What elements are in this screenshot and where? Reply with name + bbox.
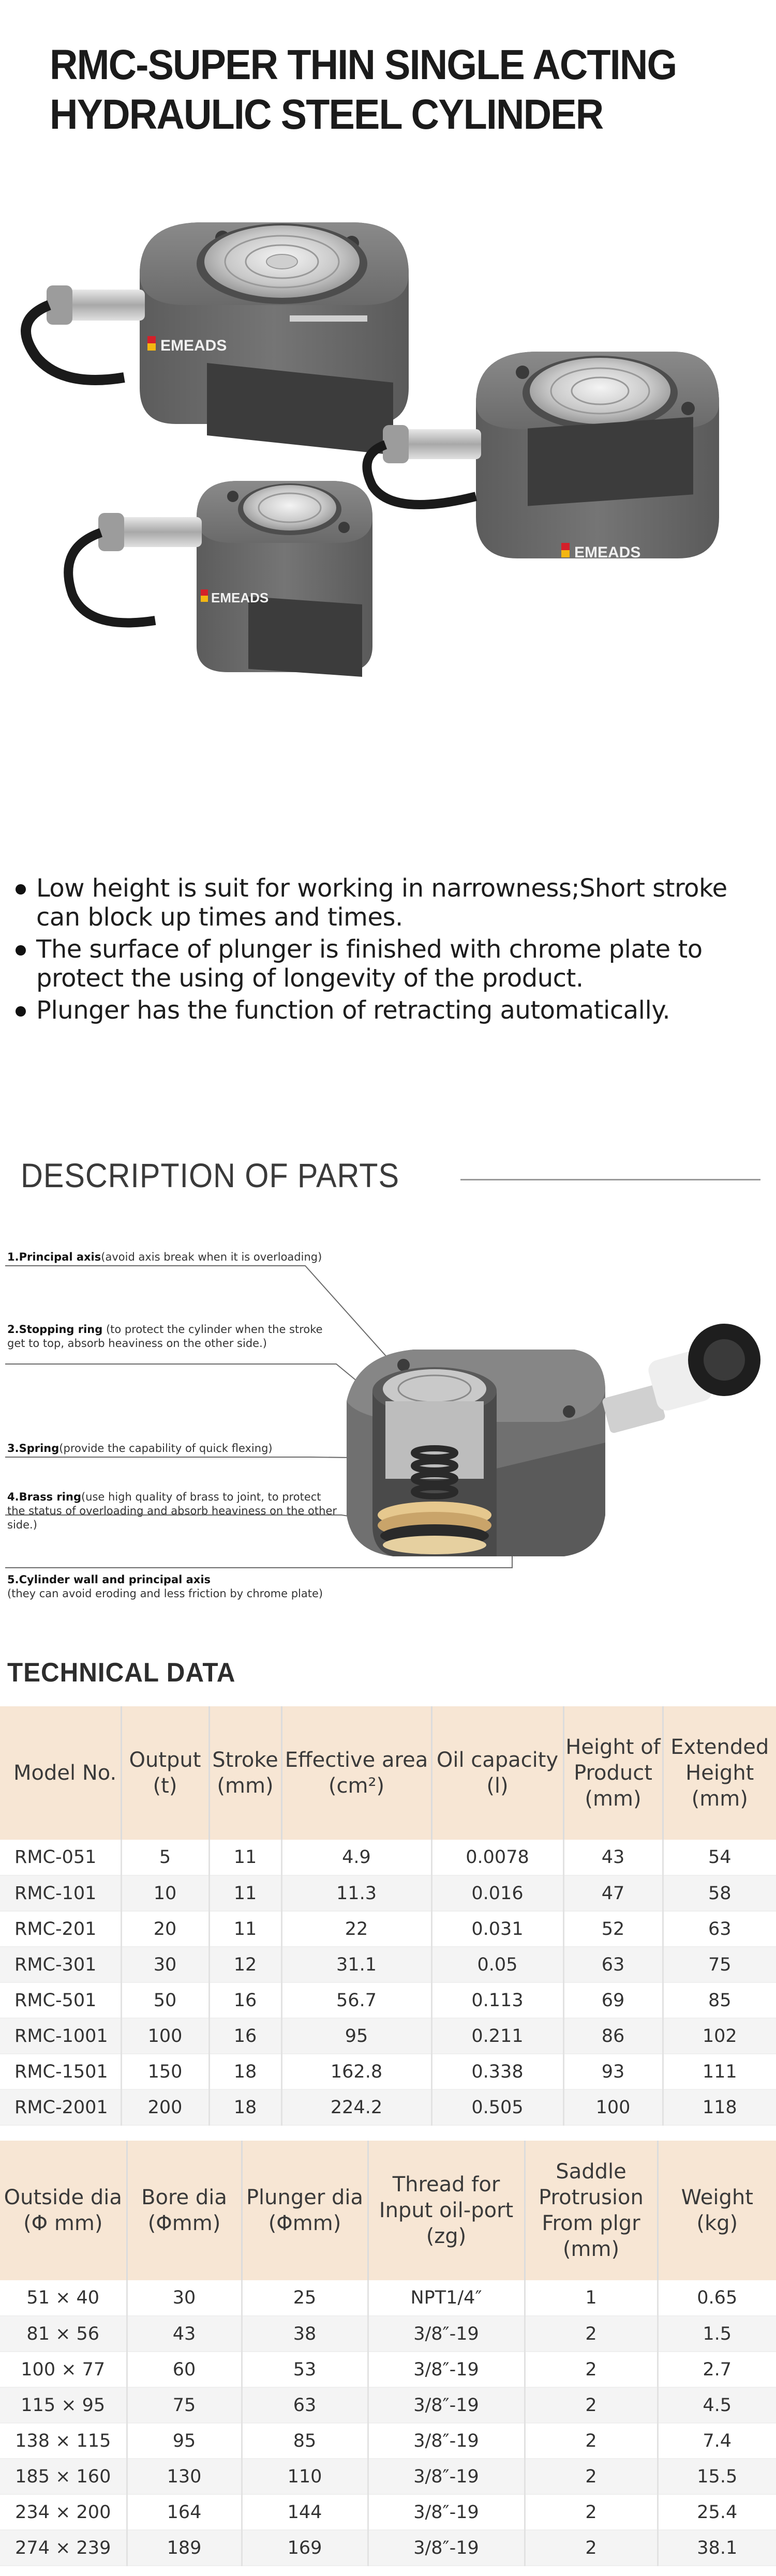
table-cell: 100	[563, 2089, 663, 2125]
table-cell: 3/8″-19	[368, 2352, 525, 2387]
table-row	[0, 1840, 776, 1875]
brand-logo-medium: EMEADS	[574, 544, 641, 561]
table-cell: 2	[525, 2352, 658, 2387]
table-cell: 52	[563, 1911, 663, 1947]
feature-list	[11, 874, 767, 1028]
table-cell: 11	[209, 1840, 281, 1875]
table-row	[0, 2530, 776, 2566]
part-label-principal-axis: 1.Principal axis(avoid axis break when it is overloading)	[7, 1251, 322, 1263]
table-cell: 18	[209, 2054, 281, 2089]
cylinder-cutaway	[347, 1350, 605, 1556]
table-cell: 3/8″-19	[368, 2530, 525, 2566]
table-cell: 1	[525, 2280, 658, 2316]
table-cell: 11	[209, 1911, 281, 1947]
table-cell: 200	[121, 2089, 209, 2125]
title-line-2: HYDRAULIC STEEL CYLINDER	[50, 91, 603, 138]
table-cell: RMC-1501	[0, 2054, 121, 2089]
heading-divider	[460, 1179, 760, 1180]
table-cell: 144	[242, 2494, 368, 2530]
table-cell: 0.65	[658, 2280, 776, 2316]
table-cell: 16	[209, 1982, 281, 2018]
feature-item: Plunger has the function of retracting automatically.	[11, 996, 767, 1025]
table-cell: 169	[242, 2530, 368, 2566]
cylinder-large	[26, 222, 409, 455]
technical-data-heading: TECHNICAL DATA	[7, 1658, 236, 1688]
part-label-brass-ring: 4.Brass ring(use high quality of brass to joint, to protect the status of overloading and absorb heaviness on the other side.)	[7, 1491, 337, 1531]
col-header: Saddle Protrusion From plgr (mm)	[525, 2141, 658, 2280]
table-row	[0, 2459, 776, 2494]
col-header: Stroke (mm)	[209, 1706, 281, 1840]
table-row	[0, 1982, 776, 2018]
table-row	[0, 2423, 776, 2459]
table-cell: 53	[242, 2352, 368, 2387]
table-cell: 115 × 95	[0, 2387, 127, 2423]
table-cell: 85	[242, 2423, 368, 2459]
table-cell: 38.1	[658, 2530, 776, 2566]
cylinder-small	[68, 481, 372, 677]
table-cell: 185 × 160	[0, 2459, 127, 2494]
table-row	[0, 2387, 776, 2423]
table-cell: RMC-301	[0, 1947, 121, 1982]
table-cell: 2	[525, 2316, 658, 2352]
title-line-1: RMC-SUPER THIN SINGLE ACTING	[50, 41, 677, 88]
table-cell: 50	[121, 1982, 209, 2018]
table-cell: RMC-501	[0, 1982, 121, 2018]
table-row	[0, 2018, 776, 2054]
table-header-row	[0, 1706, 776, 1840]
product-photo	[0, 186, 776, 734]
description-heading: DESCRIPTION OF PARTS	[21, 1156, 399, 1194]
table-cell: 2	[525, 2459, 658, 2494]
table-cell: 3/8″-19	[368, 2316, 525, 2352]
table-cell: 0.338	[431, 2054, 563, 2089]
table-cell: RMC-051	[0, 1840, 121, 1875]
table-cell: 20	[121, 1911, 209, 1947]
table-cell: 11.3	[281, 1875, 431, 1911]
table-cell: 10	[121, 1875, 209, 1911]
table-cell: 81 × 56	[0, 2316, 127, 2352]
table-cell: 85	[663, 1982, 776, 2018]
table-cell: 15.5	[658, 2459, 776, 2494]
spec-table-main	[0, 1706, 776, 2126]
table-cell: 31.1	[281, 1947, 431, 1982]
table-row	[0, 2352, 776, 2387]
table-cell: 0.211	[431, 2018, 563, 2054]
col-header: Height of Product (mm)	[563, 1706, 663, 1840]
table-cell: 63	[663, 1911, 776, 1947]
table-cell: 100	[121, 2018, 209, 2054]
table-cell: 22	[281, 1911, 431, 1947]
table-cell: 2	[525, 2530, 658, 2566]
table-cell: 189	[127, 2530, 242, 2566]
col-header: Effective area (cm²)	[281, 1706, 431, 1840]
table-cell: 2	[525, 2494, 658, 2530]
table-cell: 69	[563, 1982, 663, 2018]
table-cell: 25.4	[658, 2494, 776, 2530]
part-label-spring: 3.Spring(provide the capability of quick flexing)	[7, 1442, 273, 1454]
table-cell: 3/8″-19	[368, 2423, 525, 2459]
table-cell: 7.4	[658, 2423, 776, 2459]
table-cell: 1.5	[658, 2316, 776, 2352]
table-cell: 16	[209, 2018, 281, 2054]
table-cell: RMC-101	[0, 1875, 121, 1911]
parts-cutaway-diagram	[0, 1236, 776, 1624]
col-header: Extended Height (mm)	[663, 1706, 776, 1840]
table-cell: 63	[563, 1947, 663, 1982]
table-cell: 75	[663, 1947, 776, 1982]
col-header: Model No.	[0, 1706, 121, 1840]
table-cell: 25	[242, 2280, 368, 2316]
table-cell: 47	[563, 1875, 663, 1911]
table-cell: 30	[121, 1947, 209, 1982]
table-cell: 2	[525, 2423, 658, 2459]
table-cell: 51 × 40	[0, 2280, 127, 2316]
col-header: Oil capacity (l)	[431, 1706, 563, 1840]
table-cell: 0.505	[431, 2089, 563, 2125]
part-label-stopping-ring: 2.Stopping ring (to protect the cylinder when the stroke get to top, absorb heaviness on the other side.)	[7, 1323, 323, 1350]
part-label-cylinder-wall: 5.Cylinder wall and principal axis (they can avoid eroding and less friction by chrome plate)	[7, 1573, 323, 1600]
table-cell: 30	[127, 2280, 242, 2316]
table-cell: 234 × 200	[0, 2494, 127, 2530]
table-cell: 3/8″-19	[368, 2387, 525, 2423]
page-title	[50, 40, 688, 140]
table-cell: 111	[663, 2054, 776, 2089]
col-header: Output (t)	[121, 1706, 209, 1840]
table-cell: 0.016	[431, 1875, 563, 1911]
table-cell: RMC-201	[0, 1911, 121, 1947]
table-row	[0, 1947, 776, 1982]
table-cell: 164	[127, 2494, 242, 2530]
col-header: Plunger dia (Φmm)	[242, 2141, 368, 2280]
feature-item: The surface of plunger is finished with chrome plate to protect the using of longevity of the product.	[11, 935, 767, 993]
table-cell: 110	[242, 2459, 368, 2494]
table-row	[0, 1875, 776, 1911]
table-cell: 3/8″-19	[368, 2459, 525, 2494]
col-header: Thread for Input oil-port (zg)	[368, 2141, 525, 2280]
table-cell: 102	[663, 2018, 776, 2054]
table-cell: 5	[121, 1840, 209, 1875]
table-cell: 274 × 239	[0, 2530, 127, 2566]
table-row	[0, 2316, 776, 2352]
table-cell: 4.5	[658, 2387, 776, 2423]
table-cell: 2	[525, 2387, 658, 2423]
table-cell: 75	[127, 2387, 242, 2423]
table-cell: 95	[281, 2018, 431, 2054]
table-cell: 43	[127, 2316, 242, 2352]
table-cell: NPT1/4″	[368, 2280, 525, 2316]
cylinder-medium	[367, 352, 719, 561]
col-header: Outside dia (Φ mm)	[0, 2141, 127, 2280]
table-cell: RMC-2001	[0, 2089, 121, 2125]
table-cell: 93	[563, 2054, 663, 2089]
table-cell: 224.2	[281, 2089, 431, 2125]
table-cell: 130	[127, 2459, 242, 2494]
col-header: Bore dia (Φmm)	[127, 2141, 242, 2280]
table-cell: 56.7	[281, 1982, 431, 2018]
table-cell: 138 × 115	[0, 2423, 127, 2459]
table-cell: 118	[663, 2089, 776, 2125]
table-cell: 100 × 77	[0, 2352, 127, 2387]
table-cell: 0.031	[431, 1911, 563, 1947]
table-cell: 86	[563, 2018, 663, 2054]
table-cell: 60	[127, 2352, 242, 2387]
brand-logo-large: EMEADS	[160, 337, 227, 354]
table-header-row	[0, 2141, 776, 2280]
col-header: Weight (kg)	[658, 2141, 776, 2280]
table-cell: 43	[563, 1840, 663, 1875]
table-cell: 18	[209, 2089, 281, 2125]
table-row	[0, 2054, 776, 2089]
table-cell: 12	[209, 1947, 281, 1982]
table-cell: 2.7	[658, 2352, 776, 2387]
oil-port-coupler	[602, 1324, 760, 1434]
table-row	[0, 2280, 776, 2316]
table-cell: 58	[663, 1875, 776, 1911]
table-cell: RMC-1001	[0, 2018, 121, 2054]
table-cell: 63	[242, 2387, 368, 2423]
table-cell: 0.05	[431, 1947, 563, 1982]
brand-logo-small: EMEADS	[211, 590, 269, 605]
table-cell: 162.8	[281, 2054, 431, 2089]
table-row	[0, 2494, 776, 2530]
table-cell: 0.113	[431, 1982, 563, 2018]
feature-item: Low height is suit for working in narrowness;Short stroke can block up times and times.	[11, 874, 767, 932]
table-cell: 150	[121, 2054, 209, 2089]
table-row	[0, 2089, 776, 2125]
table-row	[0, 1911, 776, 1947]
table-cell: 3/8″-19	[368, 2494, 525, 2530]
spec-table-dimensions	[0, 2141, 776, 2566]
table-cell: 38	[242, 2316, 368, 2352]
table-cell: 54	[663, 1840, 776, 1875]
table-cell: 95	[127, 2423, 242, 2459]
table-cell: 11	[209, 1875, 281, 1911]
table-cell: 0.0078	[431, 1840, 563, 1875]
table-cell: 4.9	[281, 1840, 431, 1875]
